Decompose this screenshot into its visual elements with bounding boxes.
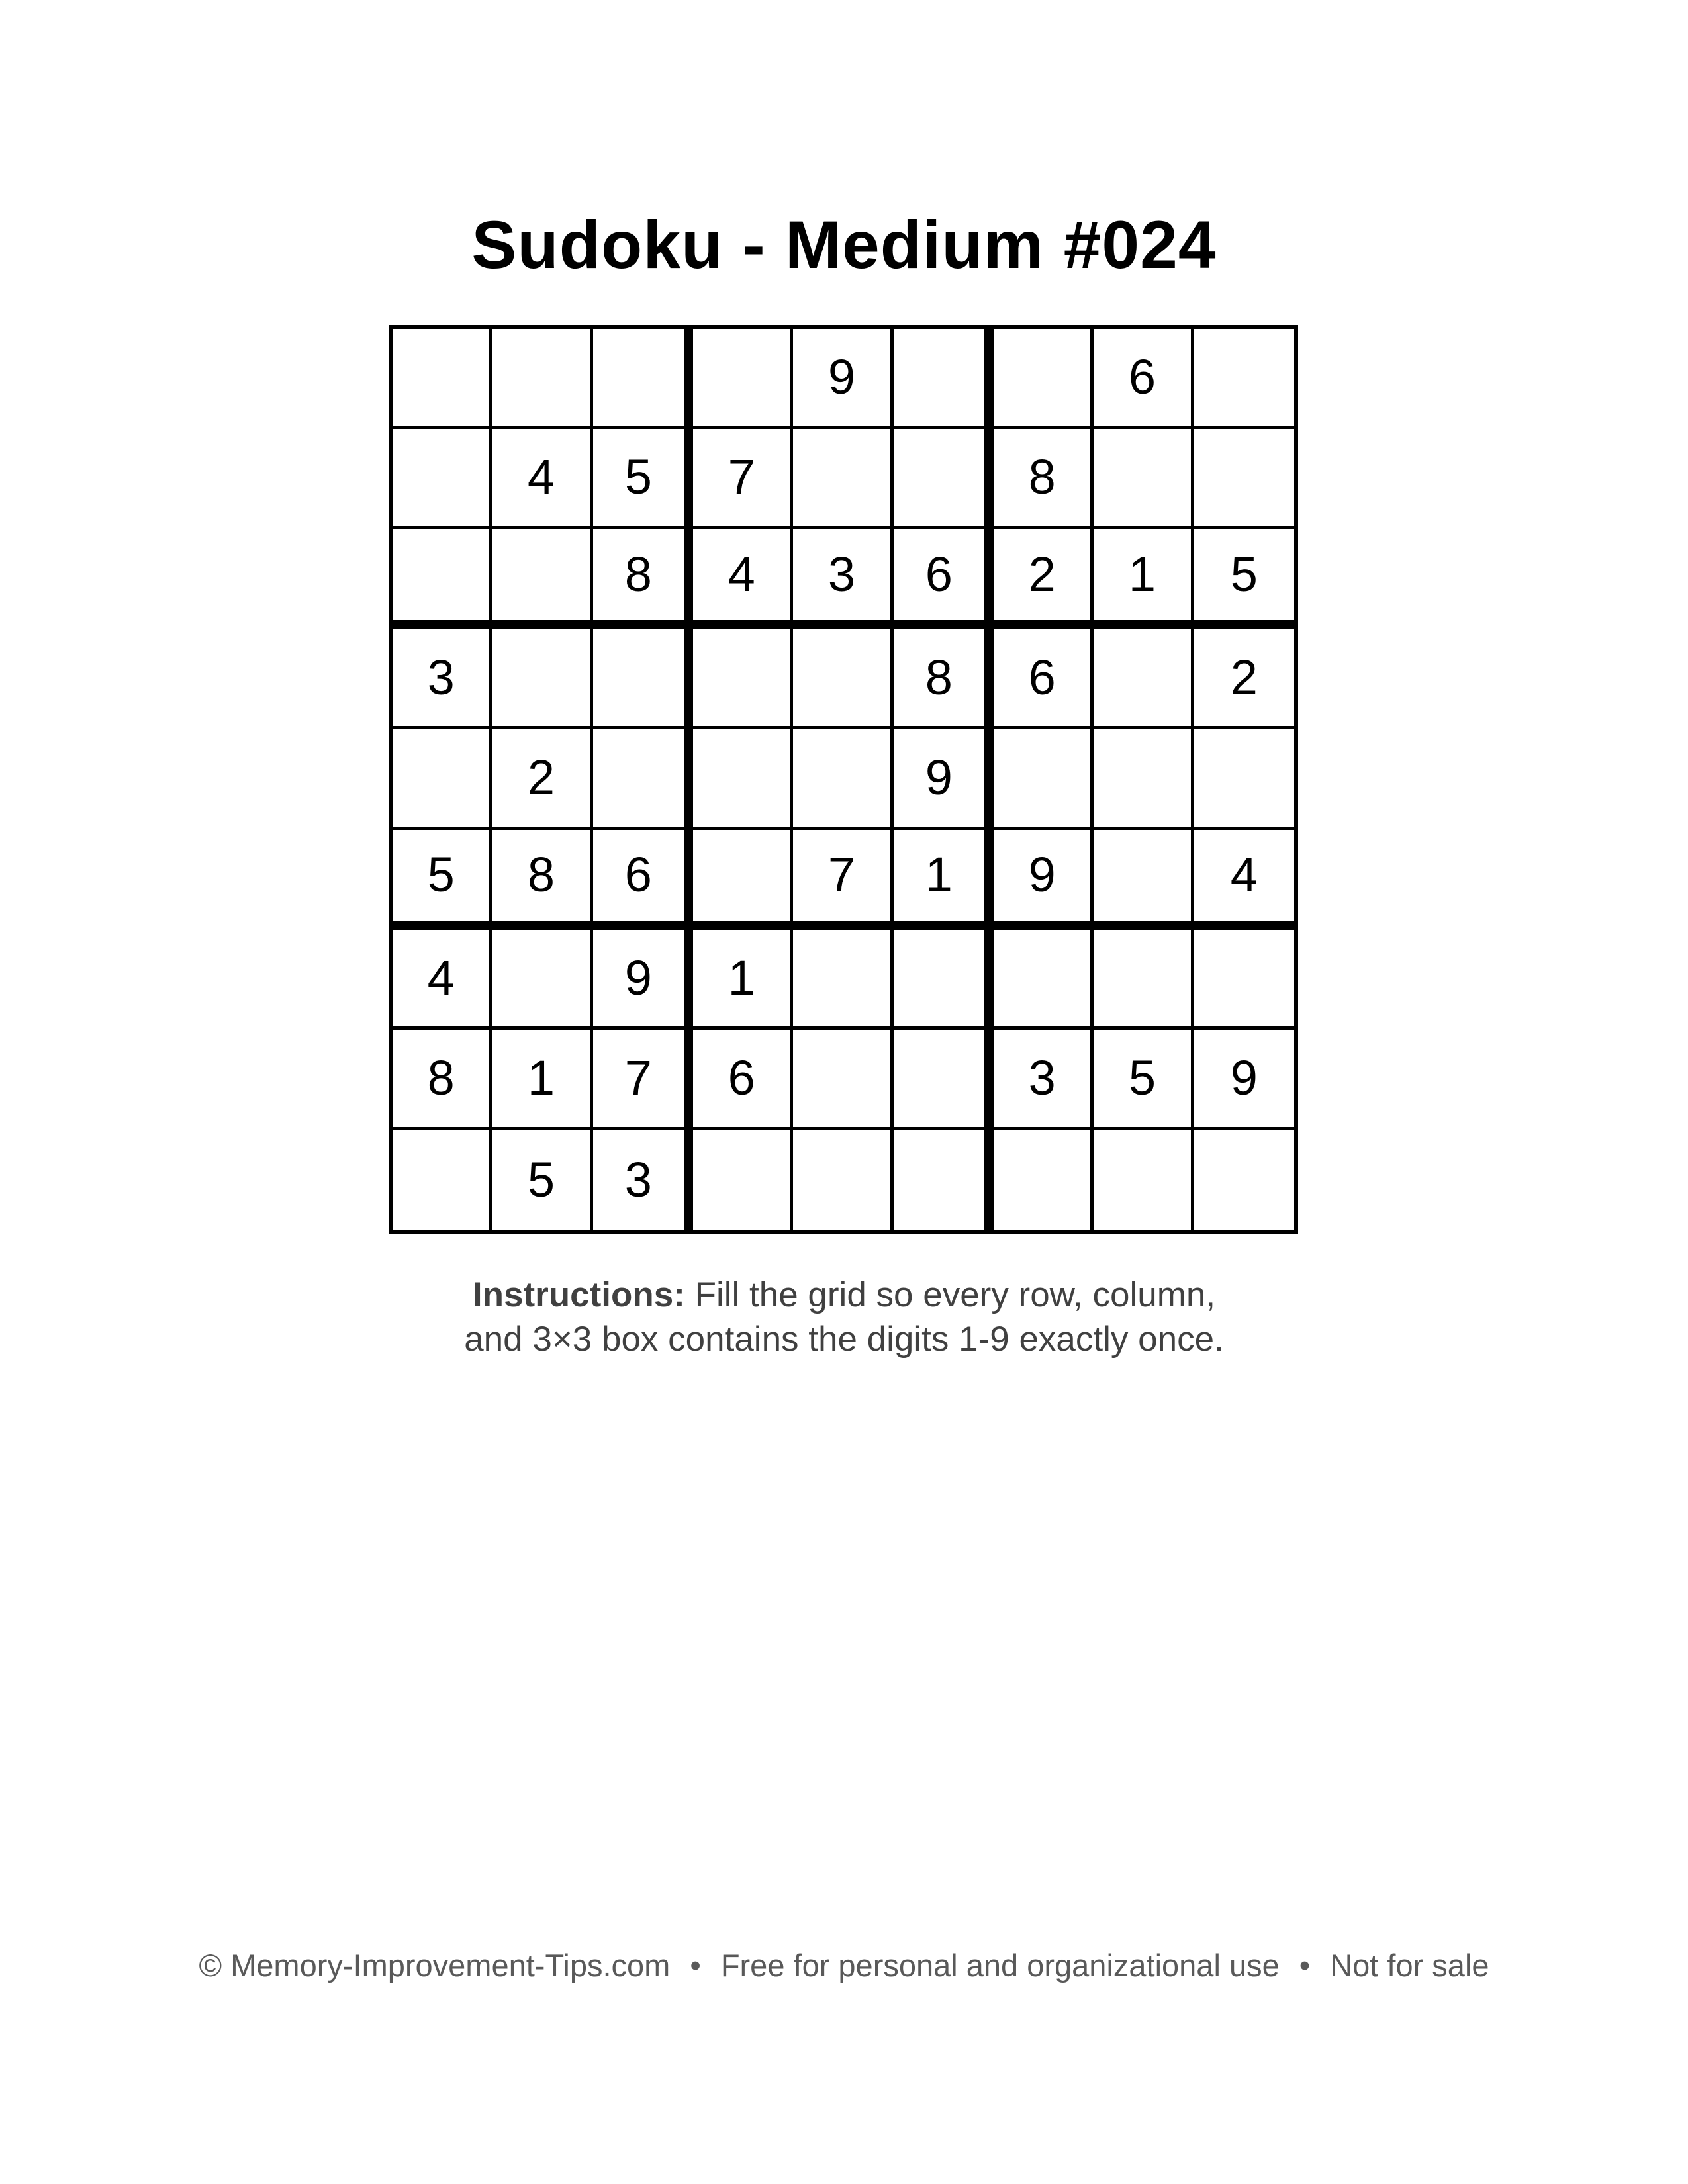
sudoku-cell-r1-c1[interactable] <box>393 329 492 429</box>
sudoku-cell-r9-c2[interactable]: 5 <box>492 1130 592 1230</box>
sudoku-cell-r6-c2[interactable]: 8 <box>492 830 592 930</box>
sudoku-cell-r2-c4[interactable]: 7 <box>693 429 793 529</box>
instructions-label: Instructions: <box>472 1275 685 1314</box>
sudoku-cell-r9-c9[interactable] <box>1194 1130 1294 1230</box>
sudoku-cell-r8-c1[interactable]: 8 <box>393 1030 492 1130</box>
sudoku-cell-r3-c3[interactable]: 8 <box>593 529 693 629</box>
sudoku-cell-r5-c1[interactable] <box>393 729 492 829</box>
sudoku-cell-r5-c7[interactable] <box>994 729 1094 829</box>
sudoku-cell-r1-c4[interactable] <box>693 329 793 429</box>
sudoku-cell-r6-c5[interactable]: 7 <box>793 830 893 930</box>
sudoku-cell-r9-c1[interactable] <box>393 1130 492 1230</box>
sudoku-cell-r7-c3[interactable]: 9 <box>593 930 693 1030</box>
sudoku-cell-r5-c2[interactable]: 2 <box>492 729 592 829</box>
footer-separator: • <box>1299 1948 1311 1983</box>
footer-separator: • <box>690 1948 701 1983</box>
sudoku-cell-r1-c7[interactable] <box>994 329 1094 429</box>
sudoku-cell-r5-c6[interactable]: 9 <box>894 729 994 829</box>
sudoku-cell-r9-c7[interactable] <box>994 1130 1094 1230</box>
sudoku-cell-r3-c5[interactable]: 3 <box>793 529 893 629</box>
sudoku-cell-r2-c7[interactable]: 8 <box>994 429 1094 529</box>
sudoku-cell-r4-c7[interactable]: 6 <box>994 629 1094 729</box>
sudoku-cell-r5-c9[interactable] <box>1194 729 1294 829</box>
sudoku-cell-r7-c6[interactable] <box>894 930 994 1030</box>
instructions-text-1: Fill the grid so every row, column, <box>684 1275 1216 1314</box>
sudoku-cell-r7-c5[interactable] <box>793 930 893 1030</box>
sudoku-cell-r8-c5[interactable] <box>793 1030 893 1130</box>
page-title: Sudoku - Medium #024 <box>471 207 1217 283</box>
footer <box>0 1946 1688 1985</box>
sudoku-cell-r4-c6[interactable]: 8 <box>894 629 994 729</box>
sudoku-cell-r2-c2[interactable]: 4 <box>492 429 592 529</box>
sudoku-cell-r2-c8[interactable] <box>1094 429 1194 529</box>
sudoku-cell-r5-c8[interactable] <box>1094 729 1194 829</box>
sudoku-cell-r8-c4[interactable]: 6 <box>693 1030 793 1130</box>
sudoku-cell-r1-c5[interactable]: 9 <box>793 329 893 429</box>
footer-sale: Not for sale <box>1330 1948 1489 1983</box>
sudoku-cell-r3-c2[interactable] <box>492 529 592 629</box>
sudoku-cell-r6-c3[interactable]: 6 <box>593 830 693 930</box>
sudoku-cell-r8-c3[interactable]: 7 <box>593 1030 693 1130</box>
sudoku-cell-r5-c3[interactable] <box>593 729 693 829</box>
sudoku-cell-r3-c8[interactable]: 1 <box>1094 529 1194 629</box>
sudoku-cell-r9-c4[interactable] <box>693 1130 793 1230</box>
sudoku-cell-r5-c4[interactable] <box>693 729 793 829</box>
sudoku-cell-r7-c7[interactable] <box>994 930 1094 1030</box>
sudoku-cell-r7-c1[interactable]: 4 <box>393 930 492 1030</box>
footer-usage: Free for personal and organizational use <box>720 1948 1280 1983</box>
sudoku-cell-r9-c5[interactable] <box>793 1130 893 1230</box>
sudoku-cell-r7-c4[interactable]: 1 <box>693 930 793 1030</box>
sudoku-cell-r4-c1[interactable]: 3 <box>393 629 492 729</box>
sudoku-cell-r9-c8[interactable] <box>1094 1130 1194 1230</box>
sudoku-cell-r5-c5[interactable] <box>793 729 893 829</box>
sudoku-cell-r1-c8[interactable]: 6 <box>1094 329 1194 429</box>
sudoku-cell-r2-c5[interactable] <box>793 429 893 529</box>
sudoku-cell-r4-c5[interactable] <box>793 629 893 729</box>
sudoku-cell-r8-c2[interactable]: 1 <box>492 1030 592 1130</box>
sudoku-cell-r8-c7[interactable]: 3 <box>994 1030 1094 1130</box>
footer-copyright: © Memory-Improvement-Tips.com <box>199 1948 671 1983</box>
sudoku-cell-r4-c3[interactable] <box>593 629 693 729</box>
sudoku-cell-r7-c8[interactable] <box>1094 930 1194 1030</box>
sudoku-cell-r7-c2[interactable] <box>492 930 592 1030</box>
sudoku-cell-r4-c2[interactable] <box>492 629 592 729</box>
sudoku-cell-r8-c9[interactable]: 9 <box>1194 1030 1294 1130</box>
sudoku-cell-r3-c6[interactable]: 6 <box>894 529 994 629</box>
sudoku-cell-r3-c1[interactable] <box>393 529 492 629</box>
instructions <box>0 1273 1688 1361</box>
sudoku-cell-r1-c2[interactable] <box>492 329 592 429</box>
sudoku-cell-r8-c8[interactable]: 5 <box>1094 1030 1194 1130</box>
sudoku-cell-r2-c1[interactable] <box>393 429 492 529</box>
sudoku-cell-r9-c6[interactable] <box>894 1130 994 1230</box>
instructions-line-1 <box>0 1273 1688 1317</box>
sudoku-cell-r6-c8[interactable] <box>1094 830 1194 930</box>
sudoku-cell-r1-c6[interactable] <box>894 329 994 429</box>
sudoku-cell-r3-c7[interactable]: 2 <box>994 529 1094 629</box>
sudoku-cell-r4-c4[interactable] <box>693 629 793 729</box>
sudoku-grid <box>389 325 1298 1234</box>
sudoku-cell-r2-c3[interactable]: 5 <box>593 429 693 529</box>
sudoku-cell-r3-c4[interactable]: 4 <box>693 529 793 629</box>
sudoku-cell-r6-c1[interactable]: 5 <box>393 830 492 930</box>
sudoku-cell-r4-c8[interactable] <box>1094 629 1194 729</box>
sudoku-cell-r2-c9[interactable] <box>1194 429 1294 529</box>
sudoku-cell-r1-c3[interactable] <box>593 329 693 429</box>
sudoku-cell-r9-c3[interactable]: 3 <box>593 1130 693 1230</box>
sudoku-cell-r2-c6[interactable] <box>894 429 994 529</box>
sudoku-cell-r7-c9[interactable] <box>1194 930 1294 1030</box>
sudoku-cell-r1-c9[interactable] <box>1194 329 1294 429</box>
sudoku-cell-r6-c7[interactable]: 9 <box>994 830 1094 930</box>
sudoku-cell-r6-c9[interactable]: 4 <box>1194 830 1294 930</box>
sudoku-cell-r6-c4[interactable] <box>693 830 793 930</box>
sudoku-cell-r4-c9[interactable]: 2 <box>1194 629 1294 729</box>
sudoku-cell-r6-c6[interactable]: 1 <box>894 830 994 930</box>
instructions-text-2: and 3×3 box contains the digits 1-9 exactly once. <box>464 1320 1224 1359</box>
sudoku-cell-r3-c9[interactable]: 5 <box>1194 529 1294 629</box>
sudoku-cell-r8-c6[interactable] <box>894 1030 994 1130</box>
